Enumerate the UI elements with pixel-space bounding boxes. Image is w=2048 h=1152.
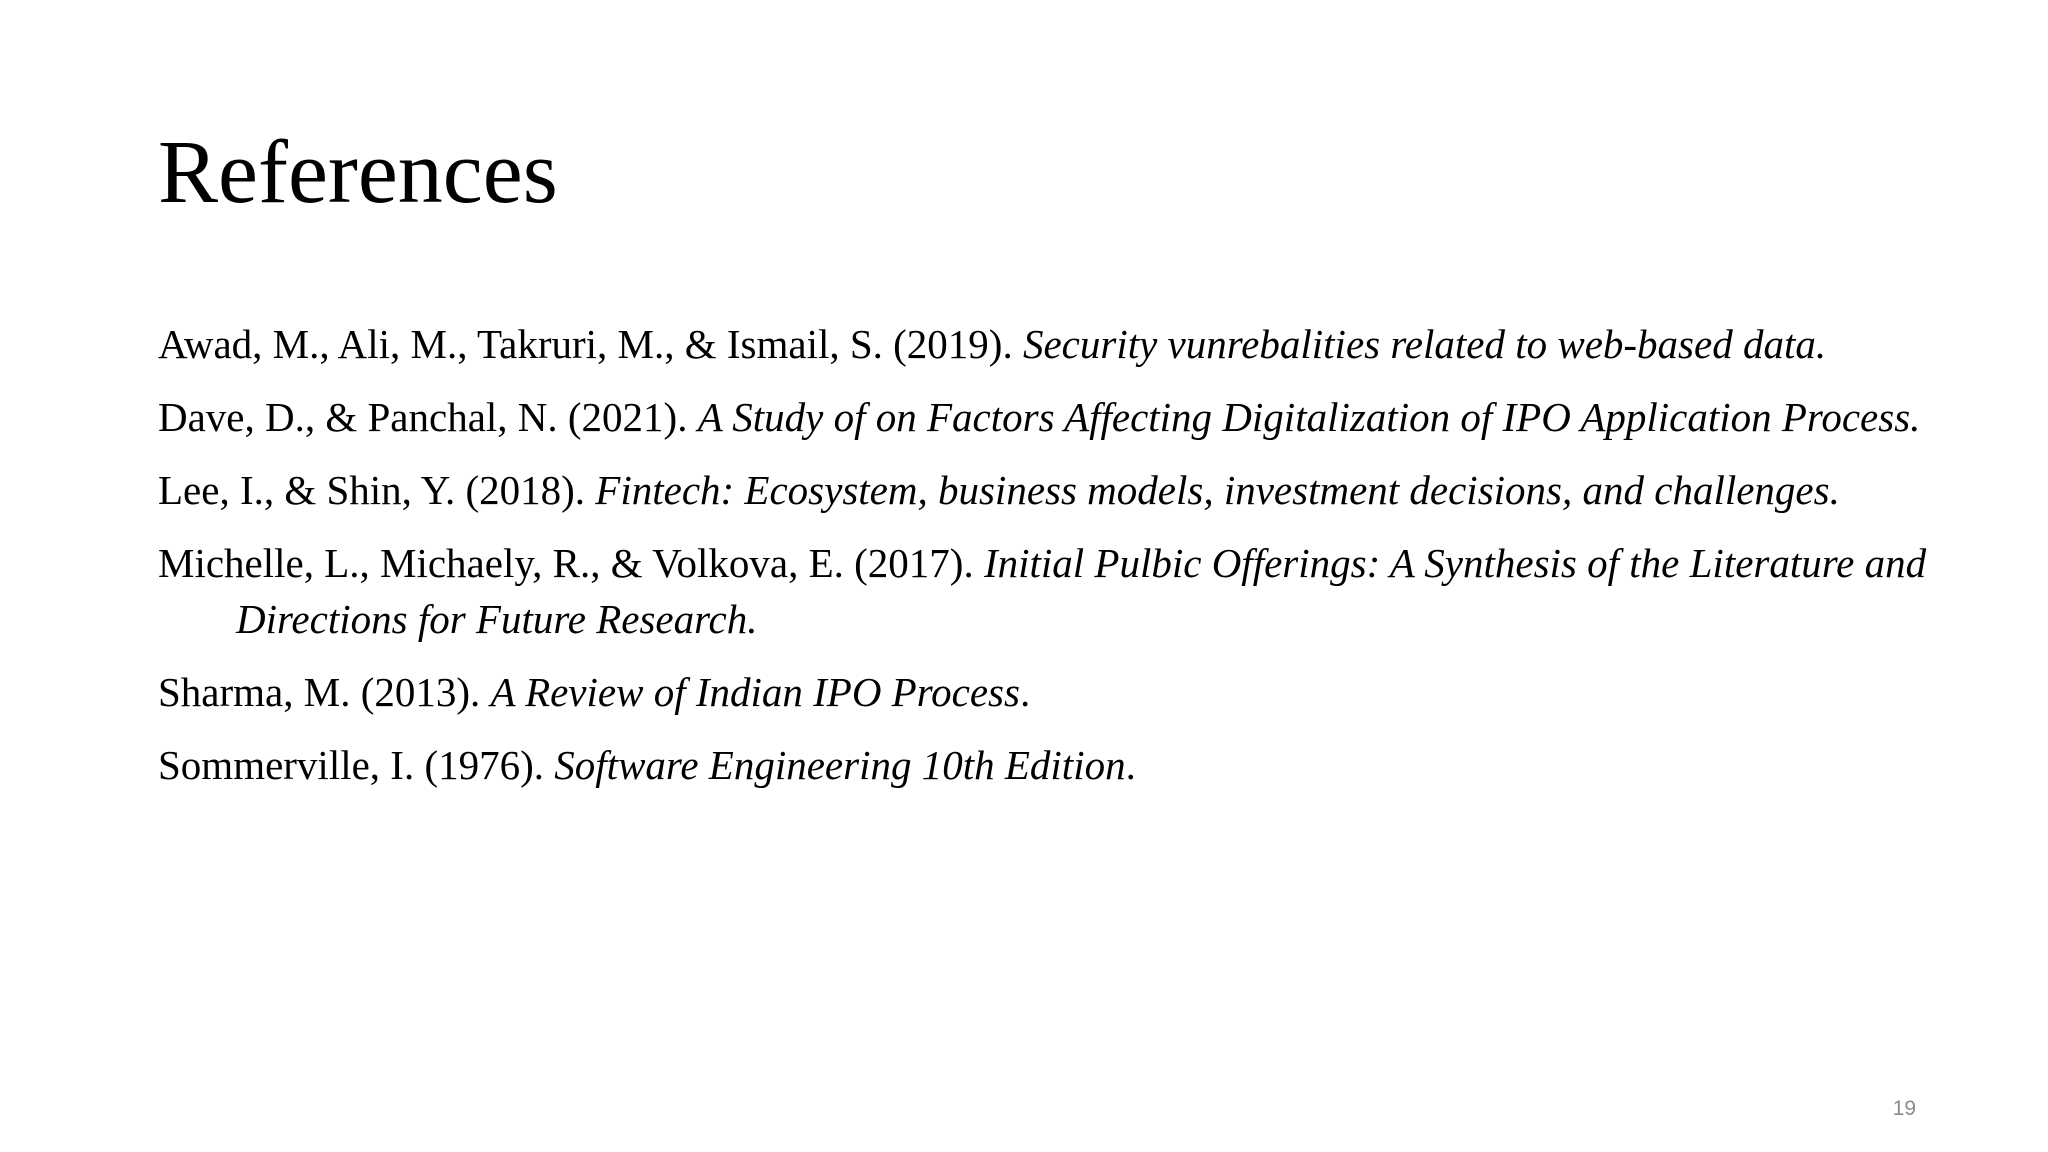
reference-authors: Sommerville, I. (1976).	[158, 742, 555, 788]
reference-title: Initial Pulbic Offerings: A Synthesis of the Literature and Directions for Future Research.	[236, 540, 1927, 642]
reference-authors: Awad, M., Ali, M., Takruri, M., & Ismail, S. (2019).	[158, 321, 1023, 367]
reference-title: Fintech: Ecosystem, business models, investment decisions, and challenges.	[595, 467, 1840, 513]
reference-list	[158, 316, 1958, 810]
reference-title: A Review of Indian IPO Process	[490, 669, 1020, 715]
reference-title: Security vunrebalities related to web-based data.	[1022, 321, 1827, 367]
reference-title: A Study of on Factors Affecting Digitalization of IPO Application Process.	[697, 394, 1921, 440]
slide-title: References	[158, 123, 558, 222]
reference-title: Software Engineering 10th Edition	[554, 742, 1126, 788]
reference-authors: Dave, D., & Panchal, N. (2021).	[158, 394, 698, 440]
reference-item-michelle	[158, 535, 1958, 647]
reference-authors: Sharma, M. (2013).	[158, 669, 491, 715]
reference-item-lee	[158, 462, 1958, 518]
reference-punctuation: .	[1125, 742, 1136, 788]
reference-item-dave	[158, 389, 1958, 445]
reference-authors: Lee, I., & Shin, Y. (2018).	[158, 467, 596, 513]
page-number: 19	[1892, 1097, 1916, 1120]
reference-item-awad	[158, 316, 1958, 372]
reference-punctuation: .	[1019, 669, 1031, 715]
reference-authors: Michelle, L., Michaely, R., & Volkova, E. (2017).	[158, 540, 984, 586]
reference-item-sharma	[158, 664, 1958, 720]
reference-item-sommerville	[158, 737, 1958, 793]
